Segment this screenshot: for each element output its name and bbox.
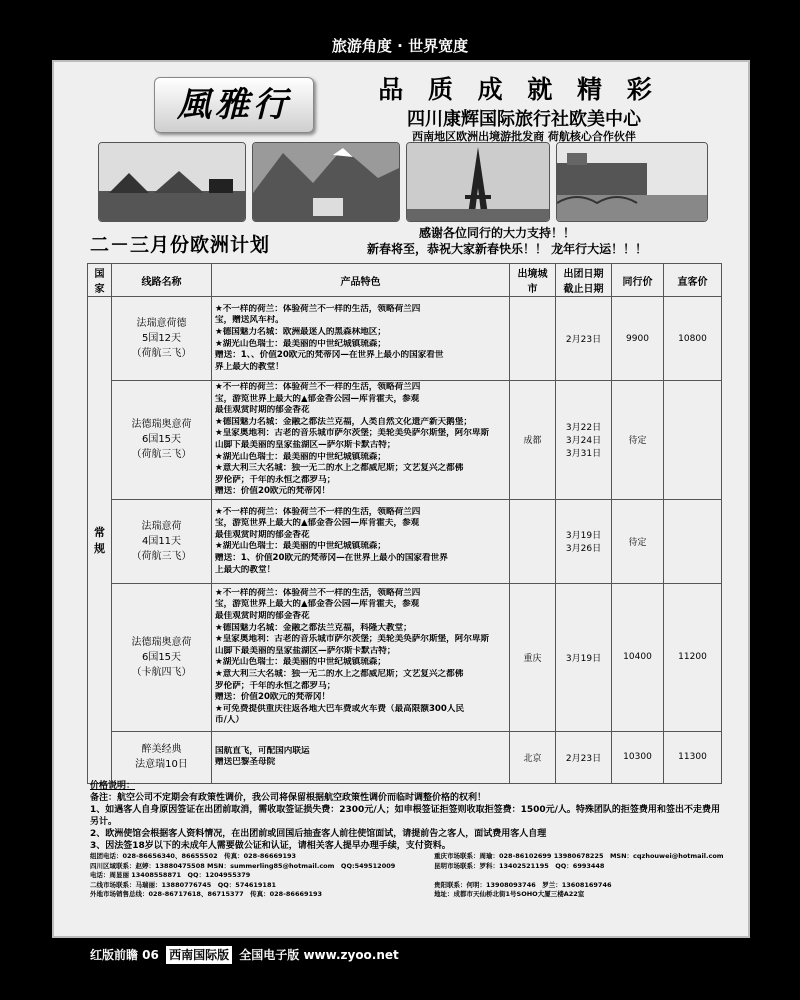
route-cell-line: 法意瑞10日 bbox=[135, 759, 188, 771]
contact-line bbox=[434, 871, 734, 881]
photo-mountain-town bbox=[252, 142, 400, 222]
feature-cell-line: 最佳观赏时期的郁金香花 bbox=[215, 405, 310, 416]
feature-cell-line: ★湖光山色瑞士：最美丽的中世纪城镇琉森； bbox=[215, 657, 386, 668]
peer-price-cell: 10400 bbox=[612, 583, 664, 731]
agency-name: 四川康辉国际旅行社欧美中心 bbox=[407, 109, 641, 130]
contact-line: 贵阳联系：何明：13908093746 罗兰：13608169746 bbox=[434, 880, 612, 889]
dates-cell-line: 3月24日 bbox=[565, 436, 602, 447]
feature-cell-line: ★可免费提供重庆往返各地大巴车费或火车费（最高限额300人民 bbox=[215, 703, 465, 714]
route-cell-line: 法瑞意荷 bbox=[141, 520, 182, 532]
greeting-text: 新春将至，恭祝大家新春快乐！！ 龙年行大运！！！ bbox=[367, 242, 648, 256]
feature-cell-line: 宝，游览世界上最大的▲郁金香公园—库肯霍夫，参观 bbox=[215, 393, 420, 404]
route-cell-line: （荷航三飞） bbox=[131, 550, 192, 562]
feature-cell-line: 宝，游览世界上最大的▲郁金香公园—库肯霍夫，参观 bbox=[215, 599, 420, 610]
city-cell: 重庆 bbox=[510, 583, 556, 731]
feature-cell-line: 罗伦萨；千年的永恒之都罗马； bbox=[215, 474, 336, 485]
city-cell bbox=[510, 499, 556, 583]
direct-price-cell bbox=[664, 381, 722, 500]
route-cell-line: 醉美经典 bbox=[141, 744, 182, 756]
footer bbox=[90, 946, 399, 964]
direct-price-cell: 10800 bbox=[664, 297, 722, 381]
tagline: 西南地区欧洲出境游批发商 荷航核心合作伙伴 bbox=[412, 130, 636, 143]
brand-logo: 風雅行 bbox=[154, 77, 314, 133]
feature-cell-line: 宝，赠送风车村。 bbox=[215, 315, 284, 326]
header-region: 国家 bbox=[88, 264, 112, 297]
peer-price-cell: 10300 bbox=[612, 731, 664, 783]
feature-cell-line: 赠送：价值20欧元的梵蒂冈！ bbox=[215, 486, 331, 497]
feature-cell-line: 最佳观赏时期的郁金香花 bbox=[215, 611, 310, 622]
photo-village bbox=[98, 142, 246, 222]
feature-cell bbox=[212, 297, 510, 381]
price-note-title: 价格说明： bbox=[90, 781, 136, 791]
dates-cell-line: 2月23日 bbox=[565, 753, 602, 764]
feature-cell-line: 赠送：1、价值20欧元的梵蒂冈—在世界上最小的国家看世界 bbox=[215, 553, 448, 564]
city-cell: 成都 bbox=[510, 381, 556, 500]
feature-cell-line: ★湖光山色瑞士：最美丽的中世纪城镇琉森； bbox=[215, 338, 386, 349]
route-cell-line: 6国15天 bbox=[141, 434, 182, 446]
contact-line: 重庆市场联系：周瑜：028-86102699 13980678225 MSN：cqzhouwei@hotmail.com bbox=[434, 852, 724, 860]
table-row bbox=[88, 583, 722, 731]
contact-line: 二线市场联系：马瑞丽：13880776745 QQ：574619181 bbox=[90, 880, 277, 889]
feature-cell-line: ★不一样的荷兰：体验荷兰不一样的生活，领略荷兰四 bbox=[215, 303, 421, 314]
route-cell bbox=[112, 731, 212, 783]
peer-price-cell: 待定 bbox=[612, 381, 664, 500]
feature-cell bbox=[212, 583, 510, 731]
feature-cell-line: 赠送巴黎圣母院 bbox=[215, 757, 276, 768]
photo-florence-bridge bbox=[556, 142, 708, 222]
feature-cell bbox=[212, 499, 510, 583]
contact-line: 电话：周显丽 13408558871 QQ：1204955379 bbox=[90, 871, 251, 879]
plan-title: 二－三月份欧洲计划 bbox=[90, 234, 271, 256]
feature-cell-line: 山脚下最美丽的皇家盐湖区—萨尔斯卡默古特； bbox=[215, 645, 396, 656]
dates-cell-line: 3月19日 bbox=[565, 653, 602, 664]
direct-price-cell: 11200 bbox=[664, 583, 722, 731]
table-row bbox=[88, 381, 722, 500]
feature-cell-line: 界上最大的教堂！ bbox=[215, 361, 284, 372]
direct-price-cell: 11300 bbox=[664, 731, 722, 783]
dates-cell bbox=[556, 381, 612, 500]
feature-cell-line: 上最大的教堂！ bbox=[215, 564, 276, 575]
feature-cell bbox=[212, 731, 510, 783]
route-cell-line: 6国15天 bbox=[141, 651, 182, 663]
dates-cell bbox=[556, 297, 612, 381]
city-cell bbox=[510, 297, 556, 381]
table-header-row bbox=[88, 264, 722, 297]
footer-website[interactable]: 全国电子版 www.zyoo.net bbox=[239, 948, 399, 962]
header-direct-price: 直客价 bbox=[664, 264, 722, 297]
route-cell-line: 法瑞意荷德 bbox=[136, 318, 187, 329]
contact-line: 四川区域联系：赵婷：13880475508 MSN：summerling85@hotmail.com QQ:549512009 bbox=[90, 861, 396, 870]
price-note-line: 2、欧洲使馆会根据客人资料情况，在出团前或回国后抽查客人前往使馆面试，请提前告之客人，面试费用客人自理 bbox=[90, 829, 547, 839]
route-cell-line: 法德瑞奥意荷 bbox=[131, 636, 192, 648]
flyer-page bbox=[52, 60, 750, 938]
price-note-line: 备注：航空公司不定期会有政策性调价，我公司将保留根据航空政策性调价而临时调整价格的权利！ bbox=[90, 793, 487, 803]
contacts-left bbox=[90, 852, 410, 900]
city-cell: 北京 bbox=[510, 731, 556, 783]
feature-cell-line: ★湖光山色瑞士：最美丽的中世纪城镇琉森； bbox=[215, 541, 386, 552]
dates-cell bbox=[556, 731, 612, 783]
contact-line: 组团电话：028-86656340、86655502 传真：028-86669193 bbox=[90, 852, 297, 860]
header-city: 出境城市 bbox=[510, 264, 556, 297]
price-note-line: 1、如遇客人自身原因签证在出团前取消，需收取签证损失费：2300元/人；如申根签证拒签则收取拒签费：1500元/人。特殊团队的拒签费用和签出不走费用另计。 bbox=[90, 805, 720, 827]
tour-plan-table bbox=[87, 263, 722, 784]
price-note-line: 3、因法签18岁以下的未成年人需要做公证和认证，请相关客人提早办理手续，支付资料。 bbox=[90, 841, 451, 851]
feature-cell-line: ★不一样的荷兰：体验荷兰不一样的生活，领略荷兰四 bbox=[215, 587, 421, 598]
feature-cell-line: ★德国魅力名城：金融之都法兰克福，科隆大教堂； bbox=[215, 622, 412, 633]
route-cell bbox=[112, 583, 212, 731]
route-cell-line: 5国12天 bbox=[141, 333, 182, 344]
footer-box: 西南国际版 bbox=[166, 946, 232, 964]
price-note bbox=[90, 780, 720, 852]
contact-line: 地址：成都市天仙桥北街1号SOHO大厦三楼A22室 bbox=[434, 890, 585, 898]
header-feature: 产品特色 bbox=[212, 264, 510, 297]
feature-cell-line: 赠送：1、、价值20欧元的梵蒂冈—在世界上最小的国家看世 bbox=[215, 350, 444, 361]
route-cell-line: （荷航三飞） bbox=[131, 449, 192, 461]
header-route: 线路名称 bbox=[112, 264, 212, 297]
route-cell bbox=[112, 381, 212, 500]
table-row bbox=[88, 297, 722, 381]
contacts-right bbox=[434, 852, 734, 900]
feature-cell-line: 山脚下最美丽的皇家盐湖区—萨尔斯卡默古特； bbox=[215, 439, 396, 450]
top-banner: 旅游角度 · 世界宽度 bbox=[331, 37, 469, 55]
feature-cell-line: ★意大利三大名城：独一无二的水上之都威尼斯；文艺复兴之都佛 bbox=[215, 463, 464, 474]
feature-cell-line: 最佳观赏时期的郁金香花 bbox=[215, 529, 310, 540]
dates-cell-line: 3月22日 bbox=[565, 423, 602, 434]
dates-cell-line: 3月26日 bbox=[565, 544, 602, 555]
dates-cell-line: 3月19日 bbox=[565, 531, 602, 542]
feature-cell-line: 币/人） bbox=[215, 715, 244, 726]
route-cell bbox=[112, 297, 212, 381]
feature-cell-line: ★皇家奥地利：古老的音乐城市萨尔茨堡；美轮美奂萨尔斯堡，阿尔卑斯 bbox=[215, 428, 490, 439]
contact-line: 外地市场销售总线：028-86717618、86715377 传真：028-86669193 bbox=[90, 890, 323, 898]
feature-cell-line: 罗伦萨；千年的永恒之都罗马； bbox=[215, 680, 336, 691]
peer-price-cell: 9900 bbox=[612, 297, 664, 381]
dates-cell-line: 2月23日 bbox=[565, 335, 602, 345]
footer-prefix: 红版前瞻 06 bbox=[90, 948, 159, 962]
feature-cell-line: 宝，游览世界上最大的▲郁金香公园—库肯霍夫，参观 bbox=[215, 518, 420, 529]
feature-cell-line: 赠送：价值20欧元的梵蒂冈！ bbox=[215, 692, 331, 703]
dates-cell-line: 3月31日 bbox=[565, 449, 602, 460]
headline: 品 质 成 就 精 彩 bbox=[378, 75, 660, 104]
feature-cell-line: ★湖光山色瑞士：最美丽的中世纪城镇琉森； bbox=[215, 451, 386, 462]
feature-cell-line: ★德国魅力名城：欧洲最迷人的黑森林地区； bbox=[215, 326, 386, 337]
feature-cell-line: ★不一样的荷兰：体验荷兰不一样的生活，领略荷兰四 bbox=[215, 382, 421, 392]
photo-eiffel-tower bbox=[406, 142, 550, 222]
header-dates: 出团日期截止日期 bbox=[556, 264, 612, 297]
table-row bbox=[88, 499, 722, 583]
feature-cell-line: ★德国魅力名城：金融之都法兰克福，人类自然文化遗产新天鹅堡； bbox=[215, 416, 472, 427]
direct-price-cell bbox=[664, 499, 722, 583]
feature-cell-line: ★意大利三大名城：独一无二的水上之都威尼斯；文艺复兴之都佛 bbox=[215, 669, 464, 680]
dates-cell bbox=[556, 583, 612, 731]
header-peer-price: 同行价 bbox=[612, 264, 664, 297]
feature-cell bbox=[212, 381, 510, 500]
route-cell bbox=[112, 499, 212, 583]
feature-cell-line: ★不一样的荷兰：体验荷兰不一样的生活，领略荷兰四 bbox=[215, 506, 421, 517]
feature-cell-line: 国航直飞，可配国内联运 bbox=[215, 745, 310, 756]
dates-cell bbox=[556, 499, 612, 583]
thanks-text: 感谢各位同行的大力支持！！ bbox=[419, 226, 576, 240]
table-row bbox=[88, 731, 722, 783]
route-cell-line: 4国11天 bbox=[141, 535, 182, 547]
feature-cell-line: ★皇家奥地利：古老的音乐城市萨尔茨堡；美轮美奂萨尔斯堡，阿尔卑斯 bbox=[215, 634, 490, 645]
peer-price-cell: 待定 bbox=[612, 499, 664, 583]
contact-line: 昆明市场联系：罗科：13402521195 QQ：6993448 bbox=[434, 861, 605, 870]
route-cell-line: 法德瑞奥意荷 bbox=[131, 419, 192, 431]
region-cell: 常规 bbox=[88, 297, 112, 784]
route-cell-line: （卡航四飞） bbox=[131, 666, 192, 678]
route-cell-line: （荷航三飞） bbox=[131, 348, 192, 359]
